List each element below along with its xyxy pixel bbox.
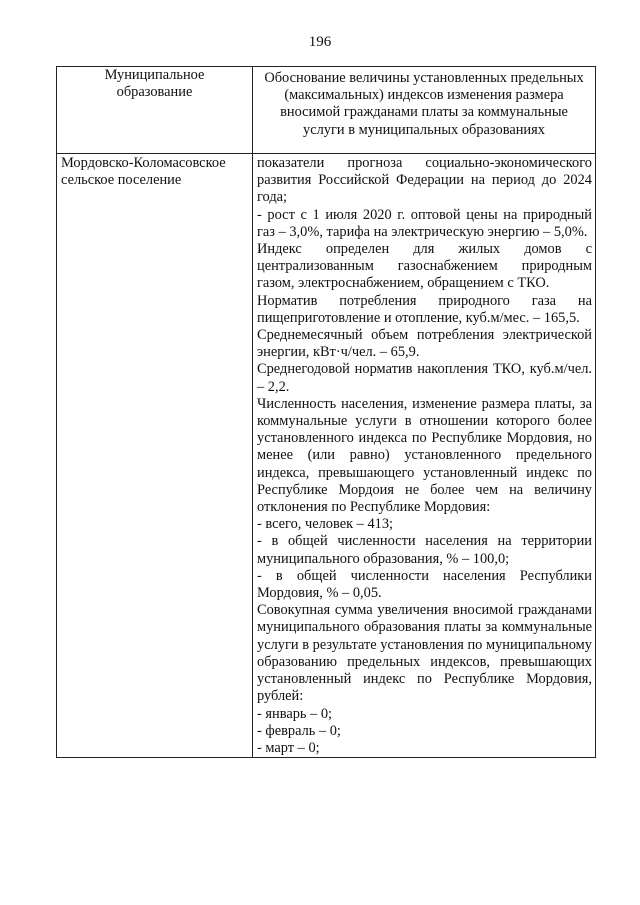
indices-table xyxy=(56,66,596,758)
justification-text xyxy=(253,154,596,758)
table-header-row xyxy=(57,67,596,154)
paragraph: - в общей численности населения на территории муниципального образования, % – 100,0; xyxy=(257,533,592,567)
paragraph: - февраль – 0; xyxy=(257,722,341,739)
paragraph: Совокупная сумма увеличения вносимой гражданами муниципального образования платы за коммунальные услуги в результате установления по муниципальному образованию предельных индексов, превышающих установленный индекс по Республике Мордовия, рублей: xyxy=(257,602,592,705)
paragraph: - рост с 1 июля 2020 г. оптовой цены на природный газ – 3,0%, тарифа на электрическую энергию – 5,0%. xyxy=(257,206,592,240)
table-row xyxy=(57,154,596,758)
paragraph: Численность населения, изменение размера платы, за коммунальные услуги в отношении которого более установленного индекса по Республике Мордовия, но менее (или равно) установленного предельного индекса, превышающего установленный индекс по Республике Мордоия не более чем на величину отклонения по Республике Мордовия: xyxy=(257,395,592,516)
paragraph: Норматив потребления природного газа на пищеприготовление и отопление, куб.м/мес. – 165,5. xyxy=(257,292,592,326)
paragraph: Среднегодовой норматив накопления ТКО, куб.м/чел. – 2,2. xyxy=(257,361,592,395)
paragraph: Среднемесячный объем потребления электрической энергии, кВт·ч/чел. – 65,9. xyxy=(257,327,592,361)
paragraph: - январь – 0; xyxy=(257,705,333,722)
paragraph: - март – 0; xyxy=(257,739,320,756)
paragraph: Индекс определен для жилых домов с централизованным газоснабжением природным газом, электроснабжением, обращением с ТКО. xyxy=(257,241,592,292)
page-number: 196 xyxy=(308,34,332,50)
municipality-name: Мордовско-Коломасовское сельское поселение xyxy=(57,154,253,758)
header-justification: Обоснование величины установленных предельных (максимальных) индексов изменения размера вносимой гражданами платы за коммунальные услуги в муниципальных образованиях xyxy=(253,67,596,154)
header-municipality: Муниципальное образование xyxy=(57,67,253,154)
paragraph: - всего, человек – 413; xyxy=(257,516,394,533)
paragraph: показатели прогноза социально-экономического развития Российской Федерации на период до 2024 года; xyxy=(257,155,592,206)
paragraph: - в общей численности населения Республики Мордовия, % – 0,05. xyxy=(257,567,592,602)
